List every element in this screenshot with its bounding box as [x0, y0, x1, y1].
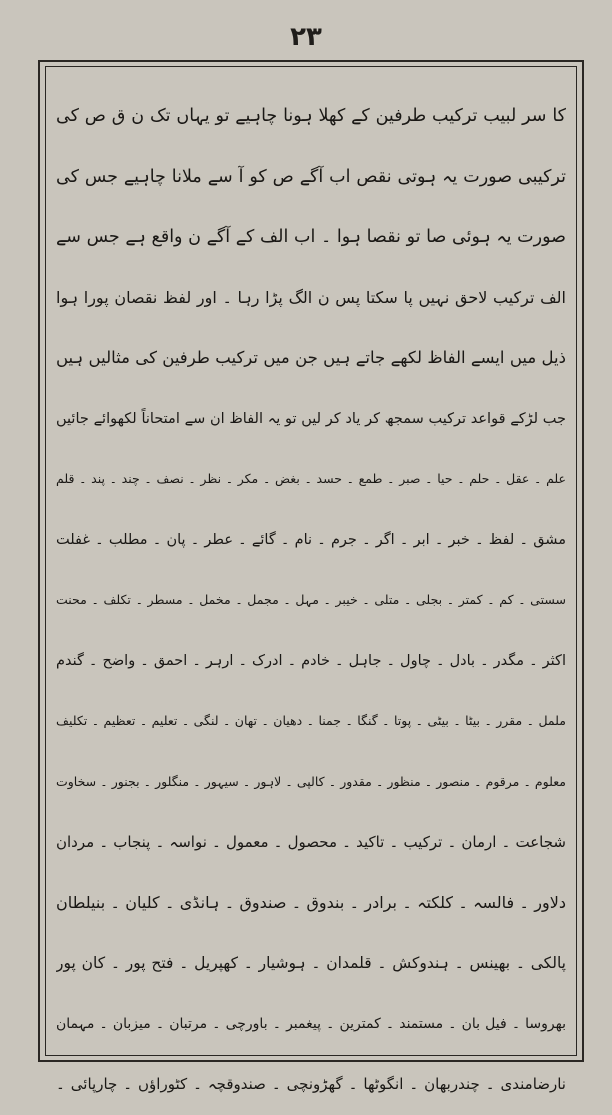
word-list-line: علم ۔ عقل ۔ حلم ۔ حیا ۔ صبر ۔ طمع ۔ حسد ۔ بغض ۔ مکر ۔ نظر ۔ نصف ۔ چند ۔ پند ۔ قلم — [56, 471, 566, 486]
word-list-line: نارضامندی ۔ چندربھان ۔ انگوٹھا ۔ گھڑونچی ۔ صندوقچہ ۔ کٹوراؤں ۔ چارپائی ۔ — [56, 1075, 566, 1093]
word-list-line: اکثر ۔ مگدر ۔ بادل ۔ چاول ۔ جاہل ۔ خادم ۔ ادرک ۔ ارہر ۔ احمق ۔ واضح ۔ گندم — [56, 652, 566, 669]
word-list-line: سستی ۔ کم ۔ کمتر ۔ بجلی ۔ متلی ۔ خیبر ۔ مہل ۔ مجمل ۔ مخمل ۔ مسطر ۔ تکلف ۔ محنت — [56, 592, 566, 607]
word-list-line: دلاور ۔ فالسہ ۔ کلکتہ ۔ برادر ۔ بندوق ۔ صندوق ۔ ہانڈی ۔ کلیان ۔ بنیلطان — [56, 892, 566, 912]
word-list-line: ململ ۔ مقرر ۔ بیٹا ۔ بیٹی ۔ پوتا ۔ گنگا ۔ جمنا ۔ دھیان ۔ تھان ۔ لنگی ۔ تعلیم ۔ تعظیم ۔ تکلیف — [56, 713, 566, 728]
text-line: ذیل میں ایسے الفاظ لکھے جاتے ہیں جن میں ترکیب طرفین کی مثالیں ہیں — [56, 348, 566, 367]
text-line: صورت یہ ہوئی صا تو نقصا ہوا ۔ اب الف کے آگے ن واقع ہے جس سے — [56, 227, 566, 247]
word-list-line: مشق ۔ لفظ ۔ خبر ۔ ابر ۔ اگر ۔ جرم ۔ نام ۔ گائے ۔ عطر ۔ پان ۔ مطلب ۔ غفلت — [56, 531, 566, 548]
text-line: جب لڑکے قواعد ترکیب سمجھ کر یاد کر لیں تو یہ الفاظ ان سے امتحاناً لکھوائے جائیں — [56, 410, 566, 427]
word-list-line: پالکی ۔ بھینس ۔ ہندوکش ۔ قلمدان ۔ ہوشیار ۔ کھپریل ۔ فتح پور ۔ کان پور — [56, 954, 566, 972]
text-line: ترکیبی صورت یہ ہوتی نقص اب آگے ص کو آ سے ملانا چاہیے جس کی — [56, 166, 566, 187]
word-list-line: شجاعت ۔ ارمان ۔ ترکیب ۔ تاکید ۔ محصول ۔ معمول ۔ نواسہ ۔ پنجاب ۔ مردان — [56, 833, 566, 851]
body-text — [56, 86, 566, 1115]
text-line: کا سر لبیب ترکیب طرفین کے کھلا ہونا چاہیے تو یہاں تک ن ق ص کی — [56, 106, 566, 126]
text-line: الف ترکیب لاحق نہیں پا سکتا پس ن الگ پڑا رہا ۔ اور لفظ نقصان پورا ہوا — [56, 287, 566, 307]
page-number: ۲۳ — [290, 22, 322, 52]
word-list-line: بھروسا ۔ فیل بان ۔ مستمند ۔ کمترین ۔ پیغمبر ۔ باورچی ۔ مرتبان ۔ میزبان ۔ مہمان — [56, 1015, 566, 1032]
word-list-line: معلوم ۔ مرقوم ۔ منصور ۔ منظور ۔ مقدور ۔ کالپی ۔ لاہور ۔ سیہور ۔ منگلور ۔ بجنور ۔ سخاوت — [56, 773, 566, 789]
